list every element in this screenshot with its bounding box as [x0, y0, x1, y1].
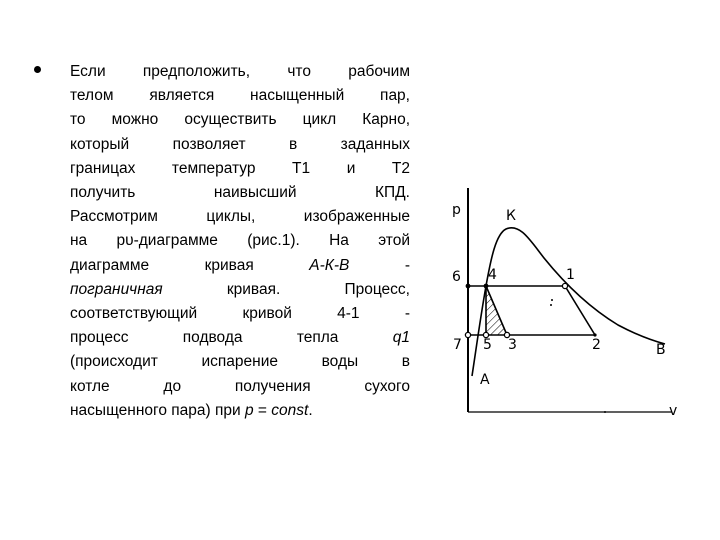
text-run: .: [308, 401, 313, 419]
text-run: который позволяет в заданных: [70, 135, 410, 153]
text-run: получить наивысший КПД.: [70, 184, 410, 202]
bullet-line: [70, 278, 410, 302]
line-1-2: [565, 286, 595, 335]
italic-text: q1: [392, 329, 410, 347]
text-run: на pυ-диаграмме (рис.1). На этой: [70, 232, 410, 250]
text-run: границах температур Т1 и Т2: [70, 159, 410, 177]
text-run: -: [349, 256, 411, 274]
label-point-4: 4: [488, 267, 497, 283]
label-point-7: 7: [453, 337, 462, 353]
speck-2: [550, 304, 552, 306]
text-run: диаграмме кривая: [70, 256, 310, 274]
bullet-line: [70, 326, 410, 350]
speck-1: [551, 299, 553, 301]
point-6-marker: [466, 284, 471, 289]
italic-text: А-К-В: [309, 256, 350, 274]
speck-3: [604, 411, 606, 413]
italic-text: const: [271, 401, 309, 419]
bullet-line: [70, 254, 410, 278]
label-point-5: 5: [483, 337, 492, 353]
text-run: Если предположить, что рабочим: [70, 63, 410, 80]
bullet-line: [70, 181, 410, 205]
bullet-line: [70, 157, 410, 181]
label-point-B: В: [656, 342, 666, 358]
text-run: насыщенного пара) при: [70, 401, 245, 419]
point-4-marker: [484, 284, 489, 289]
label-point-3: 3: [508, 337, 517, 353]
text-run: Рассмотрим циклы, изображенные: [70, 208, 410, 226]
text-run: =: [253, 401, 272, 419]
point-1-marker: [562, 283, 567, 288]
bullet-line: [70, 84, 410, 108]
bullet-line: [70, 350, 410, 374]
label-point-6: 6: [452, 269, 461, 285]
label-p-axis: p: [452, 202, 461, 218]
bullet-line: [70, 60, 410, 84]
text-run: соответствующий кривой 4-1 -: [70, 305, 410, 323]
bullet-line: [70, 375, 410, 399]
boundary-curve: [472, 228, 665, 376]
label-point-2: 2: [592, 337, 601, 353]
bullet-line: [70, 302, 410, 326]
pv-diagram: [440, 180, 710, 430]
text-run: кривая. Процесс,: [162, 280, 410, 298]
bullet-line: [70, 133, 410, 157]
bullet-line: [70, 205, 410, 229]
bullet-text: [70, 60, 410, 423]
label-point-K: К: [506, 208, 516, 224]
pv-diagram-svg: [440, 180, 710, 430]
bullet-line: [70, 229, 410, 253]
bullet-dot: [34, 66, 41, 73]
text-run: котле до получения сухого: [70, 377, 410, 395]
label-point-1: 1: [566, 267, 575, 283]
bullet-line: [70, 399, 410, 423]
italic-text: пограничная: [70, 280, 163, 298]
point-7-marker: [465, 332, 470, 337]
text-run: то можно осуществить цикл Карно,: [70, 111, 410, 129]
text-run: телом является насыщенный пар,: [70, 87, 410, 105]
label-v-axis: v: [669, 403, 678, 419]
bullet-line: [70, 108, 410, 132]
text-run: (происходит испарение воды в: [70, 353, 410, 371]
label-point-A: А: [480, 372, 490, 388]
text-run: процесс подвода тепла: [70, 329, 393, 347]
italic-text: p: [244, 401, 254, 419]
